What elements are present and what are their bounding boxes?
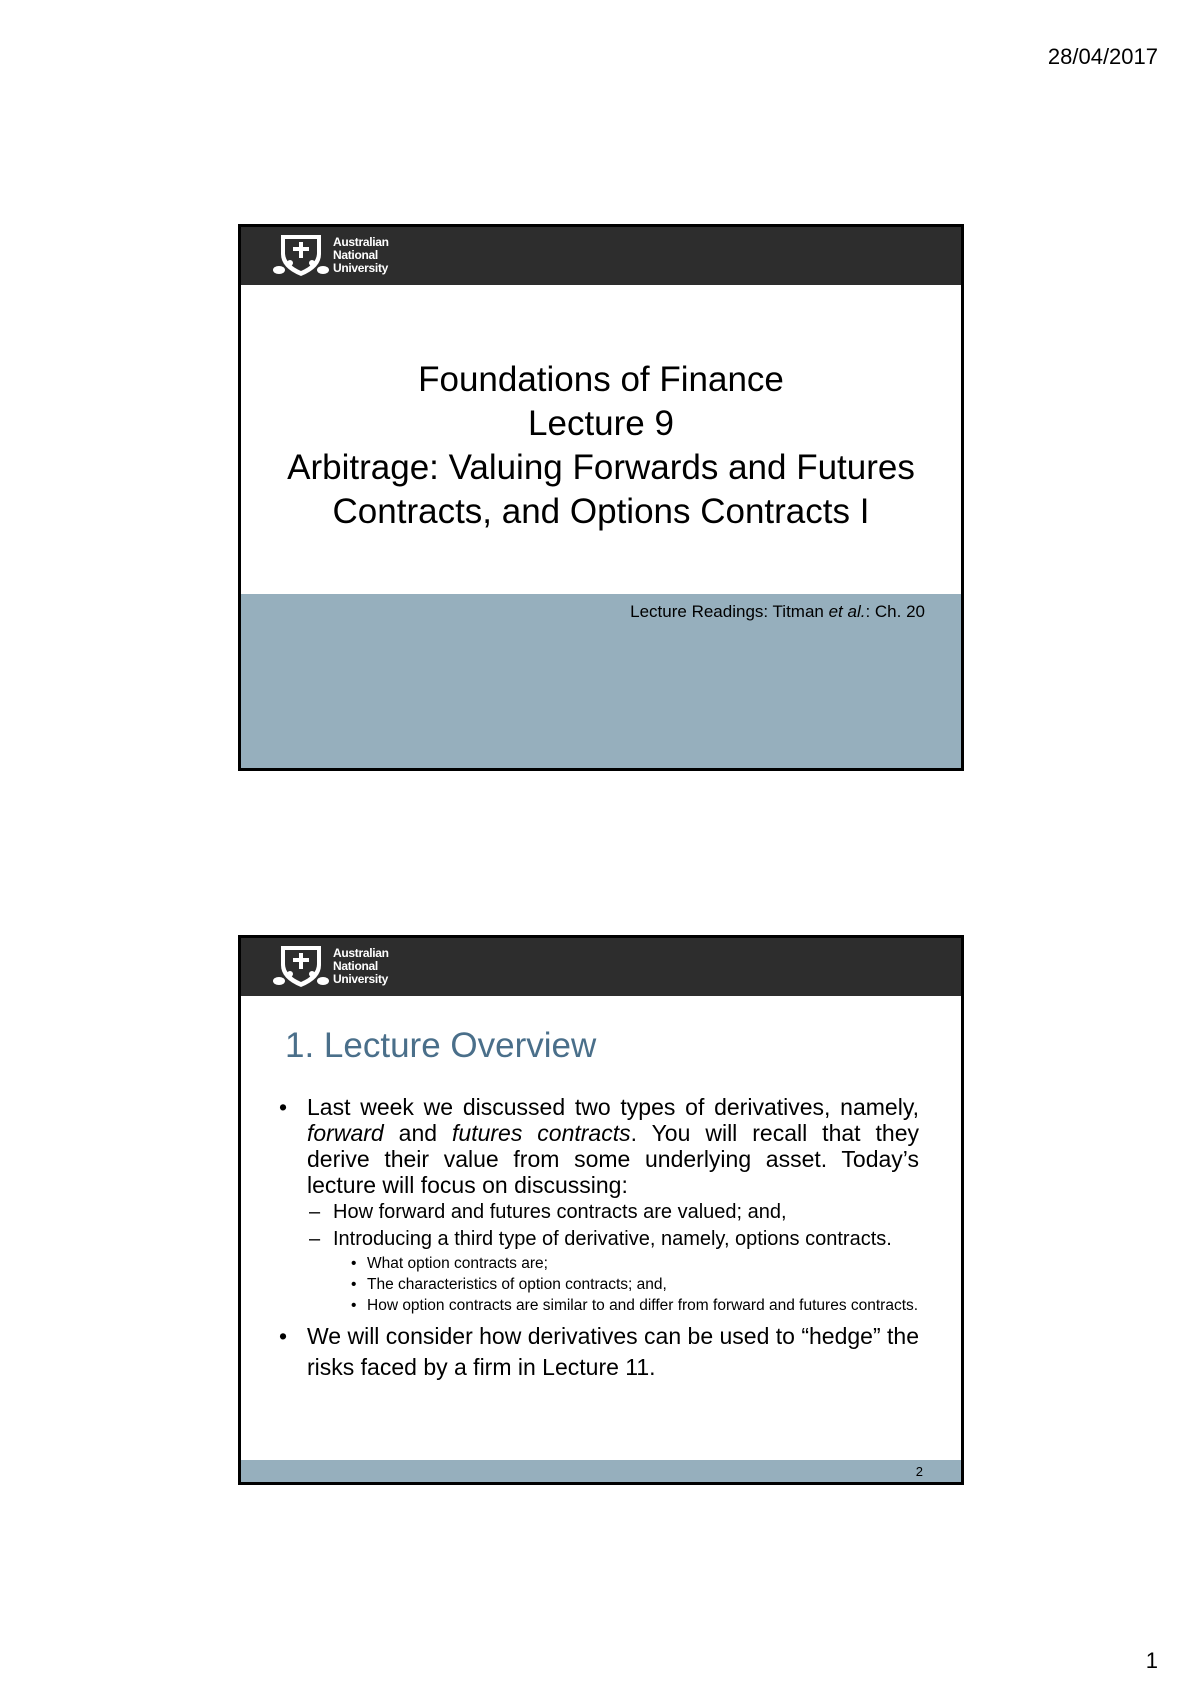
logo-line-3: University bbox=[333, 260, 389, 275]
bullet-item: • Last week we discussed two types of derivatives, namely, forward and futures contracts. You will recall that they derive their value from some underlying asset. Today’s lecture will focus on discussing: bbox=[279, 1094, 919, 1198]
title-area bbox=[241, 285, 961, 593]
sub-sub-bullet-item: • What option contracts are; bbox=[351, 1255, 548, 1272]
sub-sub-bullet-item: • How option contracts are similar to and differ from forward and futures contracts. bbox=[351, 1297, 919, 1314]
title-line: Contracts, and Options Contracts I bbox=[332, 492, 870, 531]
sub-sub-bullet-item: • The characteristics of option contracts; and, bbox=[351, 1276, 667, 1293]
section-title: 1. Lecture Overview bbox=[285, 1026, 597, 1065]
title-line: Lecture 9 bbox=[528, 404, 674, 443]
anu-logo bbox=[273, 943, 389, 989]
crest-icon bbox=[273, 943, 329, 989]
logo-line-3: University bbox=[333, 971, 389, 986]
anu-logo bbox=[273, 232, 389, 278]
footer-band bbox=[241, 1460, 961, 1482]
logo-line-2: National bbox=[333, 247, 378, 262]
slide-header bbox=[241, 227, 961, 285]
logo-line-2: National bbox=[333, 958, 378, 973]
slide-title bbox=[287, 358, 915, 534]
page-number: 1 bbox=[1145, 1648, 1158, 1673]
readings-band bbox=[241, 594, 961, 768]
lecture-readings: Lecture Readings: Titman et al.: Ch. 20 bbox=[630, 602, 925, 621]
bullet-item: • We will consider how derivatives can be used to “hedge” the risks faced by a firm in Lecture 11. bbox=[279, 1323, 919, 1380]
slide-1 bbox=[238, 224, 964, 771]
sub-bullet-item: – How forward and futures contracts are valued; and, bbox=[309, 1201, 787, 1223]
title-line: Foundations of Finance bbox=[418, 360, 784, 399]
slide-header bbox=[241, 938, 961, 996]
logo-line-1: Australian bbox=[333, 234, 389, 249]
slide-content bbox=[279, 1094, 919, 1383]
title-line: Arbitrage: Valuing Forwards and Futures bbox=[287, 448, 915, 487]
page-date: 28/04/2017 bbox=[1047, 44, 1158, 69]
slide-2 bbox=[238, 935, 964, 1485]
sub-bullet-item: – Introducing a third type of derivative, namely, options contracts. bbox=[309, 1228, 892, 1250]
slide-number: 2 bbox=[915, 1464, 923, 1479]
crest-icon bbox=[273, 232, 329, 278]
logo-line-1: Australian bbox=[333, 945, 389, 960]
